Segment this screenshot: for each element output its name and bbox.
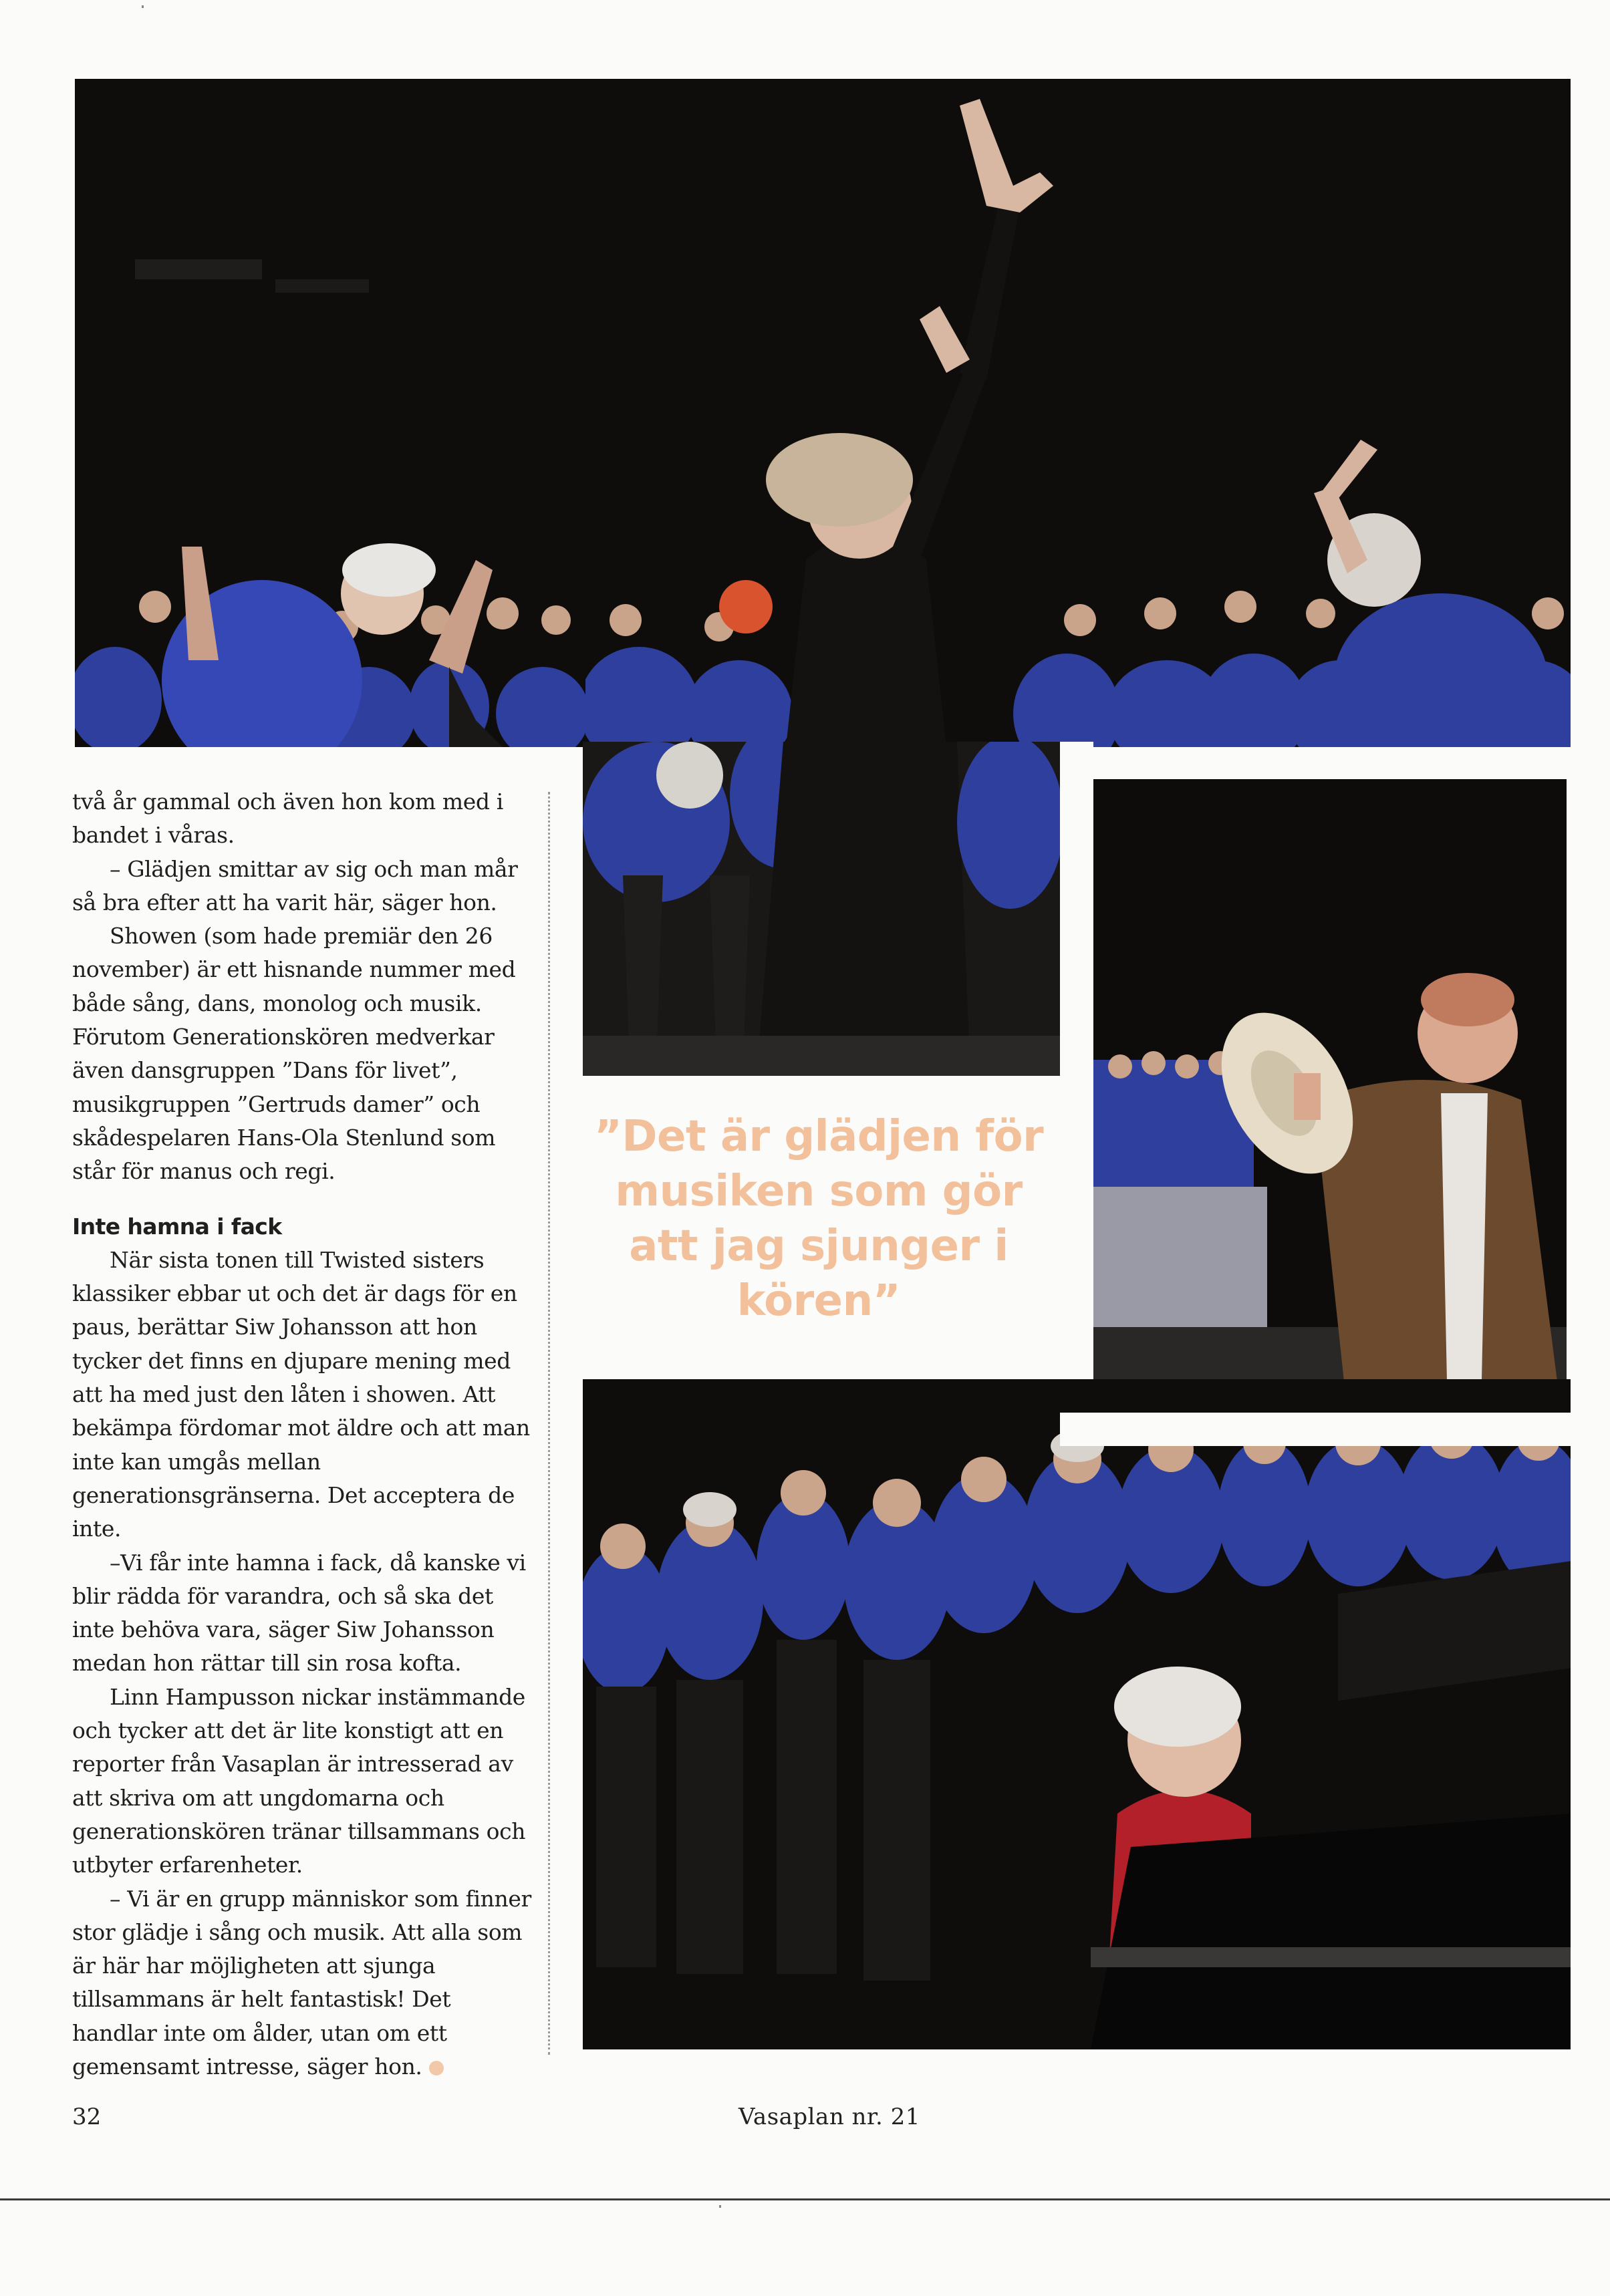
paragraph: – Glädjen smittar av sig och man mår så bra efter att ha varit här, säger hon. xyxy=(72,855,518,915)
end-mark-icon xyxy=(429,2061,444,2075)
magazine-issue: Vasaplan nr. 21 xyxy=(739,2104,920,2130)
column-divider xyxy=(548,792,550,2055)
paragraph-last xyxy=(72,1882,533,2084)
pull-quote: ”Det är glädjen för musiken som gör att jag sjunger i kören” xyxy=(593,1112,1044,1326)
paragraph: När sista tonen till Twisted sisters klassiker ebbar ut och det är dags för en paus, berättar Siw Johansson att hon tycker det finns en djupare mening med att ha med just den låten i showen. Att bekämpa fördomar mot äldre och att man inte kan umgås mellan generationsgränserna. Det acceptera de inte. xyxy=(72,1246,530,1542)
article-body xyxy=(72,785,533,2084)
page-number: 32 xyxy=(72,2104,102,2130)
photo-frame-gap-bottom xyxy=(1060,1413,1571,1446)
scan-edge-rule xyxy=(0,2198,1610,2200)
photo-pianist-with-choir xyxy=(583,1379,1571,2049)
scan-mark xyxy=(142,5,144,8)
paragraph-text: – Vi är en grupp människor som finner stor glädje i sång och musik. Att alla som är här har möjligheten att sjunga tillsammans är helt fantastisk! Det handlar inte om ålder, utan om ett gemensamt intresse, säger hon. xyxy=(72,1885,531,2079)
paragraph: –Vi får inte hamna i fack, då kanske vi blir rädda för varandra, och så ska det inte behöva vara, säger Siw Johansson medan hon rättar till sin rosa kofta. xyxy=(72,1549,526,1677)
paragraph: Linn Hampusson nickar instämmande och tycker att det är lite konstigt att en reporter från Vasaplan är intresserad av att skriva om att ungdomarna och generationskören tränar tillsammans och utbyter erfarenheter. xyxy=(72,1683,526,1878)
photo-dancing-choir-left xyxy=(75,79,585,747)
subheading: Inte hamna i fack xyxy=(72,1213,282,1240)
photo-actor-with-hat xyxy=(1093,779,1567,1413)
photo-frame-gap-right xyxy=(1060,742,1093,1379)
paragraph: Showen (som hade premiär den 26 november) är ett hisnande nummer med både sång, dans, monolog och musik. Förutom Generationskören medverkar även dansgruppen ”Dans för livet”, musikgruppen ”Gertruds damer” och skådespelaren Hans-Ola Stenlund som står för manus och regi. xyxy=(72,923,516,1185)
scan-mark xyxy=(719,2205,721,2208)
paragraph: två år gammal och även hon kom med i bandet i våras. xyxy=(72,788,503,849)
photo-dancing-choir-main xyxy=(585,79,1571,747)
photo-frame-gap-top xyxy=(1060,747,1571,779)
photo-dancer-continuation xyxy=(583,742,1060,1076)
photo-frame-gap xyxy=(75,747,585,754)
